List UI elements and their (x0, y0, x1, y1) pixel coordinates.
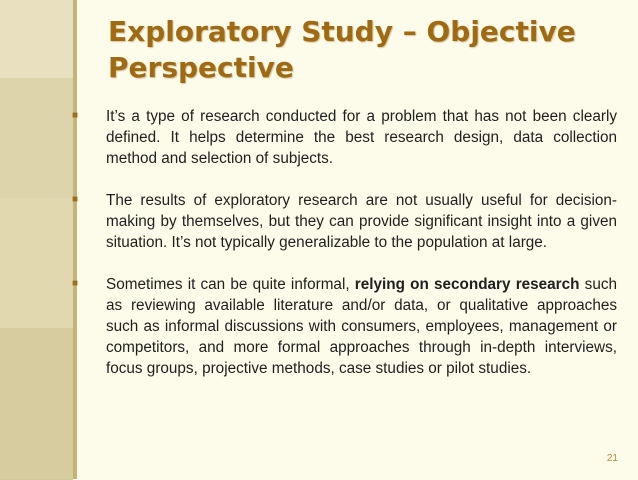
square-bullet-icon: ■ (72, 278, 79, 289)
sidebar-block (0, 0, 73, 79)
bullet-emphasis: relying on secondary research (354, 276, 580, 293)
slide-title: Exploratory Study – Objective Perspective (108, 15, 576, 84)
square-bullet-icon: ■ (72, 110, 79, 121)
bullet-text-before: Sometimes it can be quite informal, (106, 276, 355, 293)
bullet-item (72, 274, 617, 379)
bullet-text: It’s a type of research conducted for a problem that has not been clearly defined. It helps determine the best research design, data collection method and selection of subjects. (106, 108, 617, 167)
page-number: 21 (606, 453, 618, 464)
sidebar-block (0, 78, 73, 199)
bullet-item (72, 106, 617, 169)
left-decorative-sidebar (0, 0, 73, 479)
sidebar-block (0, 328, 73, 480)
bullet-text-after: such as reviewing available literature and/or data, or qualitative approaches such as informal discussions with consumers, employees, management or competitors, and more formal approaches through in-depth interviews, focus groups, projective methods, case studies or pilot studies. (106, 276, 617, 377)
bullet-item (72, 190, 617, 253)
bullet-list (72, 106, 617, 379)
square-bullet-icon: ■ (72, 194, 79, 205)
bullet-text: The results of exploratory research are not usually useful for decision-making by themselves, but they can provide significant insight into a given situation. It’s not typically generalizable to the population at large. (106, 192, 617, 251)
sidebar-block (0, 198, 73, 329)
